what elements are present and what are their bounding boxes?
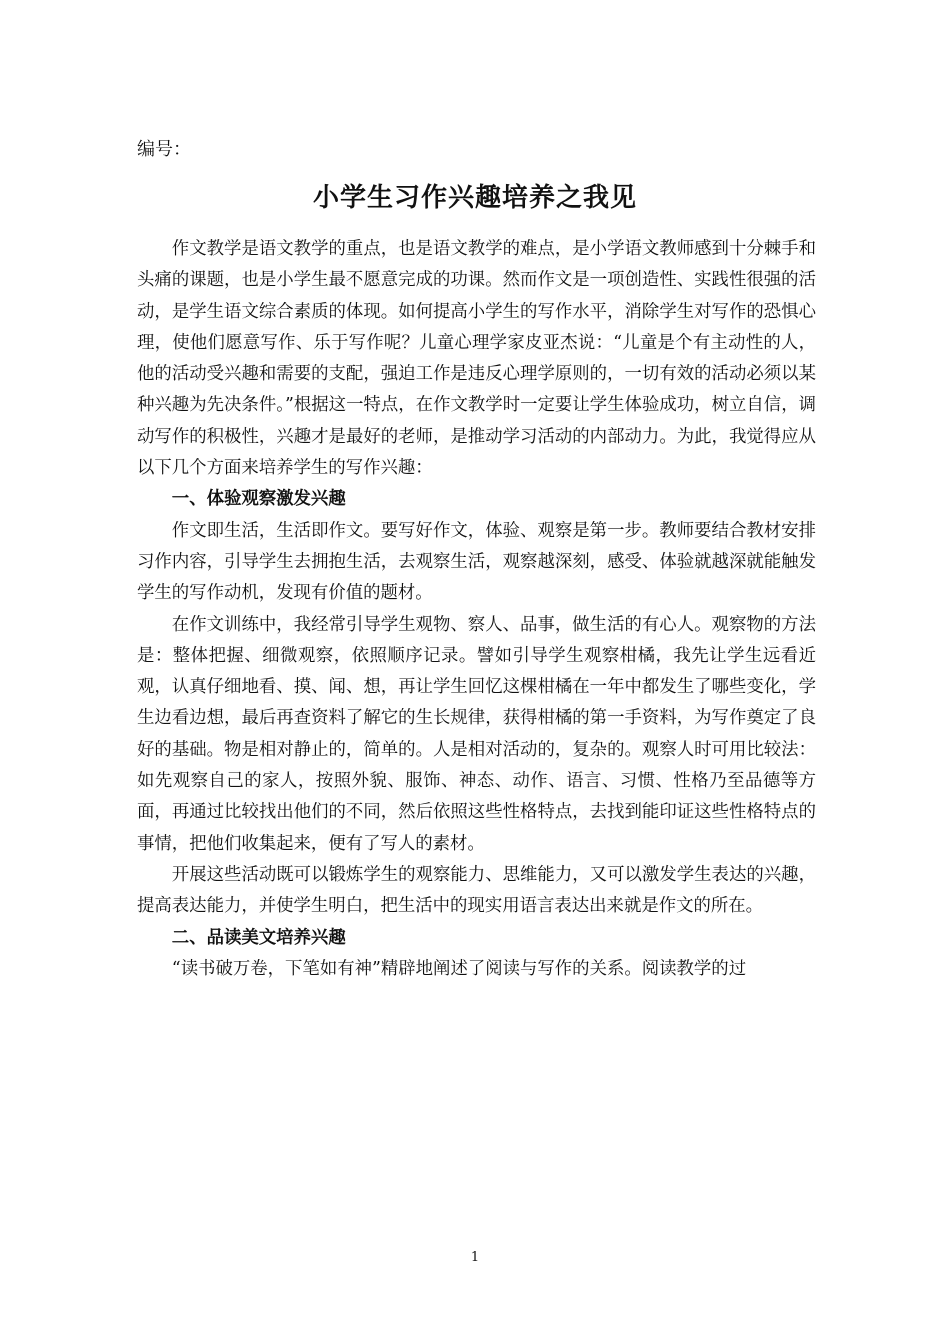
section-heading-2: 二、品读美文培养兴趣 (171, 927, 346, 948)
section-1-paragraph-3: 开展这些活动既可以锻炼学生的观察能力、思维能力，又可以激发学生表达的兴趣，提高表达能力，并使学生明白，把生活中的现实用语言表达出来就是作文的所在。 (137, 864, 816, 917)
section-heading-1: 一、体验观察激发兴趣 (171, 489, 346, 510)
serial-number-label: 编号： (137, 139, 191, 160)
page-number: 1 (470, 1250, 480, 1265)
section-2-paragraph-1: “读书破万卷，下笔如有神”精辟地阐述了阅读与写作的关系。阅读教学的过 (171, 958, 747, 979)
section-1-paragraph-2: 在作文训练中，我经常引导学生观物、察人、品事，做生活的有心人。观察物的方法是：整体把握、细微观察，依照顺序记录。譬如引导学生观察柑橘，我先让学生远看近观，认真仔细地看、摸、闻、想，再让学生回忆这棵柑橘在一年中都发生了哪些变化，学生边看边想，最后再查资料了解它的生长规律，获得柑橘的第一手资料，为写作奠定了良好的基础。物是相对静止的，简单的。人是相对活动的，复杂的。观察人时可用比较法：如先观察自己的家人，按照外貌、服饰、神态、动作、语言、习惯、性格乃至品德等方面，再通过比较找出他们的不同，然后依照这些性格特点，去找到能印证这些性格特点的事情，把他们收集起来，便有了写人的素材。 (137, 614, 816, 854)
intro-paragraph: 作文教学是语文教学的重点，也是语文教学的难点，是小学语文教师感到十分棘手和头痛的课题，也是小学生最不愿意完成的功课。然而作文是一项创造性、实践性很强的活动，是学生语文综合素质的体现。如何提高小学生的写作水平，消除学生对写作的恐惧心理，使他们愿意写作、乐于写作呢？儿童心理学家皮亚杰说：“儿童是个有主动性的人，他的活动受兴趣和需要的支配，强迫工作是违反心理学原则的，一切有效的活动必须以某种兴趣为先决条件。”根据这一特点，在作文教学时一定要让学生体验成功，树立自信，调动写作的积极性，兴趣才是最好的老师，是推动学习活动的内部动力。为此，我觉得应从以下几个方面来培养学生的写作兴趣： (137, 239, 816, 479)
document-body (137, 234, 816, 985)
document-title: 小学生习作兴趣培养之我见 (312, 183, 637, 213)
section-1-paragraph-1: 作文即生活，生活即作文。要写好作文，体验、观察是第一步。教师要结合教材安排习作内容，引导学生去拥抱生活，去观察生活，观察越深刻，感受、体验就越深就能触发学生的写作动机，发现有价值的题材。 (137, 520, 816, 604)
